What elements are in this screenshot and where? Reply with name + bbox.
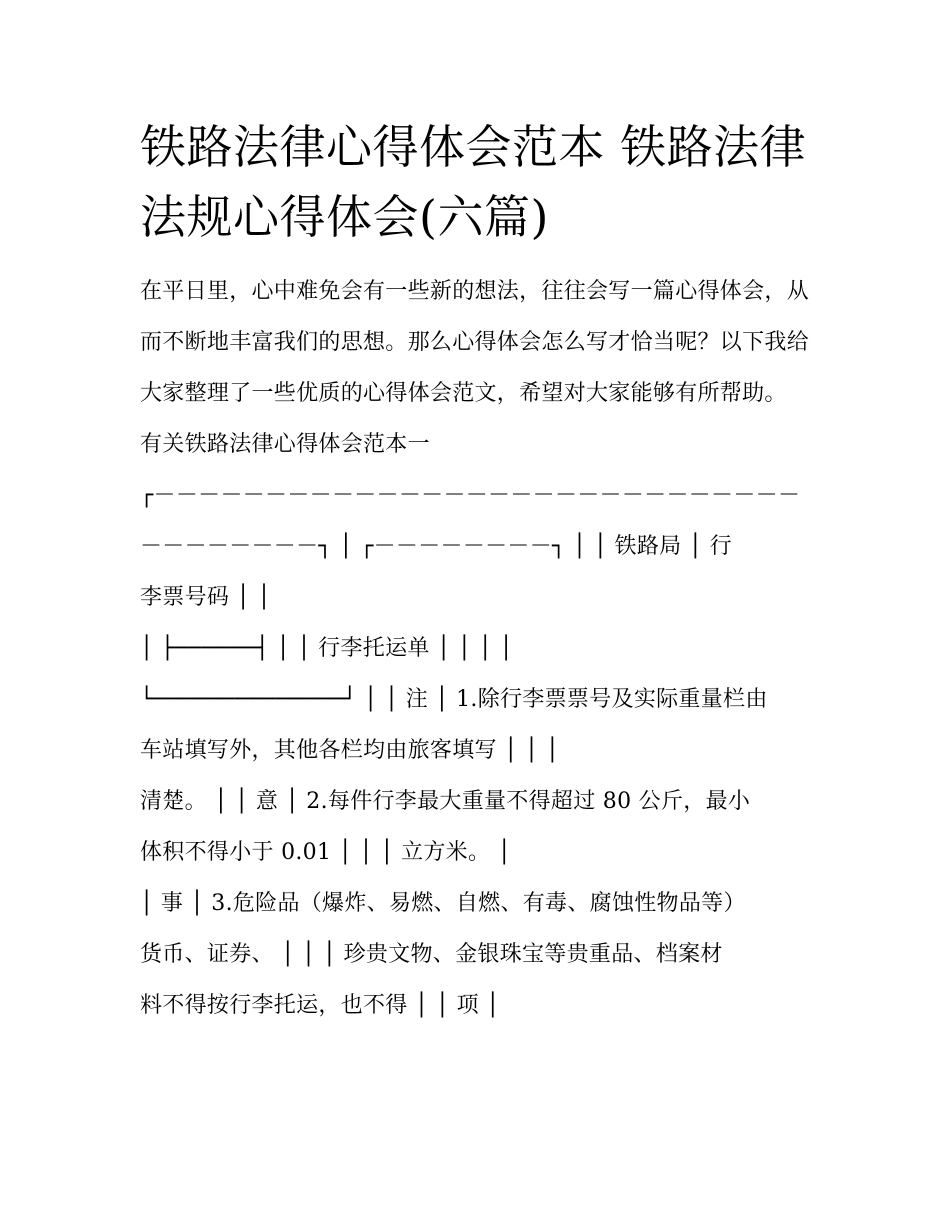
form-line: 清楚。 │ │ 意 │ 2.每件行李最大重量不得超过 80 公斤，最小 bbox=[140, 789, 751, 814]
form-line: │ ├──────┤ │ │ 行李托运单 │ │ │ │ bbox=[140, 636, 514, 661]
form-line: 料不得按行李托运，也不得 │ │ 项 │ bbox=[140, 993, 500, 1018]
form-line: └──────────────┘ │ │ 注 │ 1.除行李票票号及实际重量栏由 bbox=[140, 687, 768, 712]
form-line: 货币、证券、 │ │ │ 珍贵文物、金银珠宝等贵重品、档案材 bbox=[140, 942, 723, 967]
form-line: 车站填写外，其他各栏均由旅客填写 │ │ │ bbox=[140, 738, 560, 763]
document-body bbox=[140, 112, 812, 1031]
document-title: 铁路法律心得体会范本 铁路法律法规心得体会(六篇) bbox=[140, 120, 807, 244]
form-line: │ 事 │ 3.危险品（爆炸、易燃、自燃、有毒、腐蚀性物品等） bbox=[140, 891, 746, 916]
luggage-form-text bbox=[140, 470, 812, 1031]
intro-paragraph: 在平日里，心中难免会有一些新的想法，往往会写一篇心得体会，从而不断地丰富我们的思想。那么心得体会怎么写才恰当呢？以下我给大家整理了一些优质的心得体会范文，希望对大家能够有所帮助。 bbox=[140, 279, 810, 406]
form-line: －－－－－－－－┐ │ ┌－－－－－－－－┐ │ │ 铁路局 │ 行 bbox=[140, 534, 732, 559]
section-heading: 有关铁路法律心得体会范本一 bbox=[140, 432, 430, 457]
form-line: 李票号码 │ │ bbox=[140, 585, 271, 610]
form-line: 体积不得小于 0.01 │ │ │ 立方米。 │ bbox=[140, 840, 512, 865]
form-line: ┌－－－－－－－－－－－－－－－－－－－－－－－－－－－－－ bbox=[140, 483, 801, 508]
